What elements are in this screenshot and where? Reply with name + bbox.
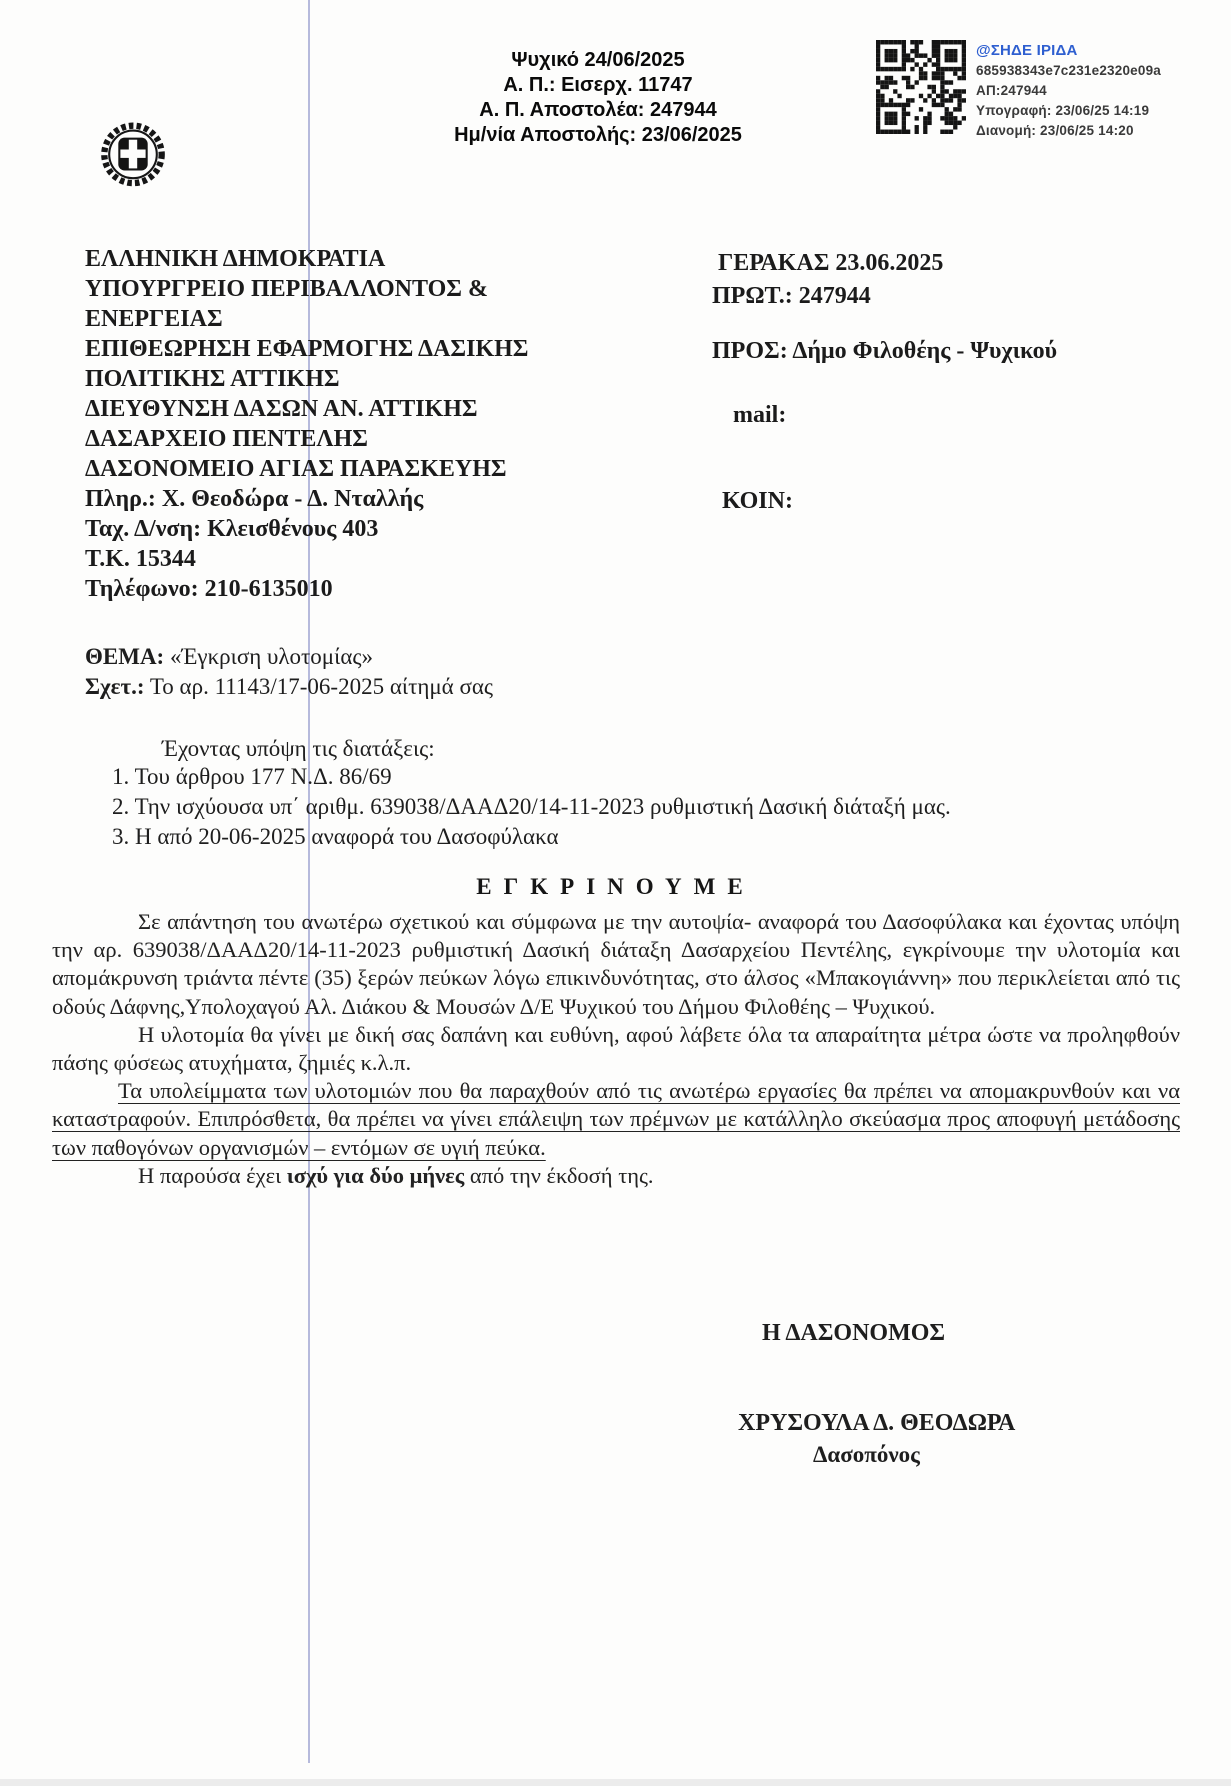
reference-label: Σχετ.: — [85, 674, 145, 699]
body-paragraph-approval: Σε απάντηση του ανωτέρω σχετικού και σύμφωνα με την αυτοψία- αναφορά του Δασοφύλακα και έχοντας υπόψη την αρ. 639038/ΔΑΑΔ20/14-11-2023 ρυθμιστική Δασική διάταξη Δασαρχείου Πεντέλης, εγκρίνουμε την υλοτομία και απομάκρυνση τριάντα πέντε (35) ξερών πεύκων λόγω επικινδυνότητας, στο άλσος «Μπακογιάννη» που περικλείεται από τις οδούς Δάφνης,Υπολοχαγού Αλ. Διάκου & Μουσών Δ/Ε Ψυχικού του Δήμου Φιλοθέης – Ψυχικού. — [52, 909, 1180, 1019]
distribution-timestamp: Διανομή: 23/06/25 14:20 — [976, 123, 1134, 138]
letterhead-line: Ταχ. Δ/νση: Κλεισθένους 403 — [85, 516, 379, 542]
letterhead-line: ΕΛΛΗΝΙΚΗ ΔΗΜΟΚΡΑΤΙΑ — [85, 246, 386, 272]
provision-list — [112, 762, 951, 852]
greek-coat-of-arms-icon — [98, 118, 168, 190]
body-paragraph-validity — [52, 1162, 1180, 1190]
signatory-role: Δασοπόνος — [813, 1442, 920, 1467]
provision-item: 3. Η από 20-06-2025 αναφορά του Δασοφύλακα — [112, 824, 559, 849]
body-paragraph-residues-underlined: Τα υπολείμματα των υλοτομιών που θα παραχθούν από τις ανωτέρω εργασίες θα πρέπει να απομακρυνθούν και να καταστραφούν. Επιπρόσθετα, θα πρέπει να γίνει επάλειψη των πρέμνων με κατάλληλο σκεύασμα προς αποφυγή μετάδοσης των παθογόνων οργανισμών – εντόμων σε υγιή πεύκα. — [52, 1078, 1180, 1160]
having-regard-line: Έχοντας υπόψη τις διατάξεις: — [162, 736, 435, 761]
letterhead-line: ΕΝΕΡΓΕΙΑΣ — [85, 306, 223, 332]
validity-text: από την έκδοσή της. — [464, 1162, 654, 1188]
dispatch-place-date: ΓΕΡΑΚΑΣ 23.06.2025 — [718, 250, 944, 276]
recipient-line — [712, 338, 1057, 365]
validity-text: Η παρούσα έχει — [138, 1162, 287, 1188]
body-paragraph-liability: Η υλοτομία θα γίνει με δική σας δαπάνη και ευθύνη, αφού λάβετε όλα τα απαραίτητα μέτρα ώστε να προληφθούν πάσης φύσεως ατυχήματα, ζημιές κ.λ.π. — [52, 1021, 1180, 1076]
letterhead-line: ΕΠΙΘΕΩΡΗΣΗ ΕΦΑΡΜΟΓΗΣ ΔΑΣΙΚΗΣ — [85, 336, 529, 362]
signature-title: Η ΔΑΣΟΝΟΜΟΣ — [762, 1320, 946, 1346]
mail-label: mail: — [733, 402, 787, 428]
subject-line — [85, 644, 373, 670]
reference-line — [85, 674, 493, 700]
validity-duration-bold: ισχύ για δύο μήνες — [286, 1162, 465, 1188]
document-body — [52, 908, 1180, 1190]
provision-item: 1. Του άρθρου 177 Ν.Δ. 86/69 — [112, 764, 392, 789]
protocol-number-small: ΑΠ:247944 — [976, 83, 1047, 98]
stamp-incoming-number: Α. Π.: Εισερχ. 11747 — [503, 74, 693, 96]
signature-timestamp: Υπογραφή: 23/06/25 14:19 — [976, 103, 1150, 118]
letterhead-line: Τηλέφωνο: 210-6135010 — [85, 576, 333, 602]
irida-signature-block — [876, 40, 1161, 141]
document-hash: 685938343e7c231e2320e09a — [976, 63, 1161, 78]
recipient-label: ΠΡΟΣ: — [712, 338, 788, 364]
letterhead-line: ΔΑΣΑΡΧΕΙΟ ΠΕΝΤΕΛΗΣ — [85, 426, 368, 452]
scan-bottom-edge — [0, 1779, 1231, 1786]
subject-label: ΘΕΜΑ: — [85, 644, 165, 669]
qr-code — [876, 40, 966, 134]
letterhead — [85, 244, 645, 604]
letterhead-line: Τ.Κ. 15344 — [85, 546, 196, 572]
stamp-sender-number: Α. Π. Αποστολέα: 247944 — [479, 99, 717, 121]
letterhead-line: ΠΟΛΙΤΙΚΗΣ ΑΤΤΙΚΗΣ — [85, 366, 340, 392]
irida-system-label: @ΣΗΔΕ ΙΡΙΔΑ — [976, 42, 1078, 59]
stamp-place-date: Ψυχικό 24/06/2025 — [511, 49, 685, 71]
registration-stamp — [408, 48, 788, 148]
protocol-number: ΠΡΩΤ.: 247944 — [712, 283, 871, 309]
stamp-dispatch-date: Ημ/νία Αποστολής: 23/06/2025 — [454, 124, 742, 146]
provision-item: 2. Την ισχύουσα υπ΄ αριθμ. 639038/ΔΑΑΔ20/14-11-2023 ρυθμιστική Δασική διάταξή μας. — [112, 794, 951, 819]
letterhead-line: Πληρ.: Χ. Θεοδώρα - Δ. Νταλλής — [85, 486, 424, 512]
reference-value: Το αρ. 11143/17-06-2025 αίτημά σας — [149, 674, 494, 699]
recipient-value: Δήμο Φιλοθέης - Ψυχικού — [792, 338, 1058, 364]
approval-heading: ΕΓΚΡΙΝΟΥΜΕ — [476, 874, 755, 899]
signatory-name: ΧΡΥΣΟΥΛΑ Δ. ΘΕΟΔΩΡΑ — [738, 1410, 1016, 1436]
subject-value: «Έγκριση υλοτομίας» — [169, 644, 373, 669]
cc-label: ΚΟΙΝ: — [722, 488, 793, 514]
letterhead-line: ΔΙΕΥΘΥΝΣΗ ΔΑΣΩΝ ΑΝ. ΑΤΤΙΚΗΣ — [85, 396, 478, 422]
letterhead-line: ΔΑΣΟΝΟΜΕΙΟ ΑΓΙΑΣ ΠΑΡΑΣΚΕΥΗΣ — [85, 456, 507, 482]
letterhead-line: ΥΠΟΥΡΓΡΕΙΟ ΠΕΡΙΒΑΛΛΟΝΤΟΣ & — [85, 276, 488, 302]
